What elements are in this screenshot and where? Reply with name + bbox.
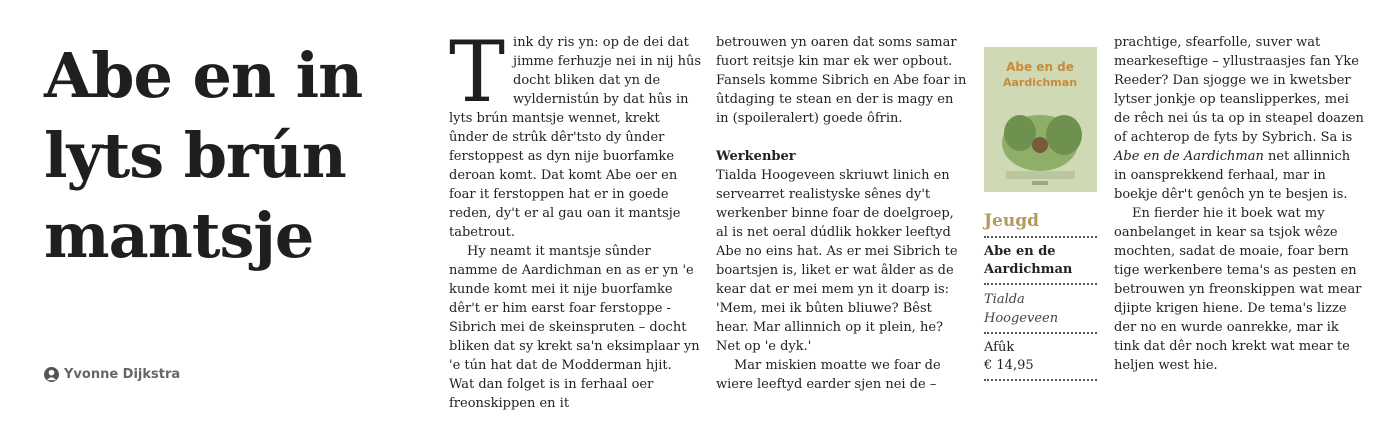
genre-label: Jeugd bbox=[984, 211, 1039, 231]
dotted-divider bbox=[984, 332, 1097, 334]
headline bbox=[44, 36, 424, 276]
headline-line-1: Abe en in bbox=[44, 39, 363, 112]
book-title-emphasis: Abe en de Aardichman bbox=[1114, 149, 1264, 164]
headline-line-3: mantsje bbox=[44, 199, 314, 272]
dotted-divider bbox=[984, 236, 1097, 238]
cover-title-line-2: Aardichman bbox=[1002, 76, 1078, 89]
subheading: Werkenber bbox=[716, 149, 796, 164]
paragraph: Mar miskien moatte we foar de wiere leeftyd earder sjen nei de – bbox=[716, 358, 941, 392]
byline bbox=[44, 367, 180, 382]
drop-cap: T bbox=[449, 23, 506, 121]
publisher: Afûk bbox=[984, 340, 1015, 355]
book-info-box bbox=[984, 47, 1097, 386]
article-column-1 bbox=[449, 23, 701, 413]
headline-line-2: lyts brún bbox=[44, 119, 346, 192]
paragraph: prachtige, sfearfolle, suver wat mearkeseftige – yllustraasjes fan Yke Reeder? Dan sjogge we in kwetsber lytser jonkje op teanslipperkes, mei de rêch nei ús ta op in steapel doazen of achterop de fyts by Sybrich. Sa is Abe en de Aardichman net allinnich in oansprekkend ferhaal, mar in boekje dêr't genôch yn te besjen is. bbox=[1114, 35, 1364, 202]
dotted-divider bbox=[984, 283, 1097, 285]
book-cover-image bbox=[984, 47, 1097, 192]
book-author: Tialda Hoogeveen bbox=[984, 292, 1059, 326]
article-column-2 bbox=[716, 33, 968, 394]
paragraph: En fierder hie it boek wat my oanbelanget in kear sa tsjok wêze mochten, sadat de moaie, foar bern tige werkenbere tema's as pesten en betrouwen yn freonskippen wat mear djipte krigen hiene. De tema's lizze der no en wurde oanrekke, mar ik tink dat dêr noch krekt wat mear te heljen west hie. bbox=[1114, 206, 1362, 373]
book-title: Abe en de Aardichman bbox=[984, 244, 1073, 277]
byline-author: Yvonne Dijkstra bbox=[64, 367, 181, 382]
cover-title-line-1: Abe en de bbox=[1006, 60, 1074, 74]
dotted-divider bbox=[984, 379, 1097, 381]
person-icon bbox=[44, 367, 59, 382]
paragraph: betrouwen yn oaren dat soms samar fuort reitsje kin mar ek wer opbout. Fansels komme Sibrich en Abe foar in ûtdaging te stean en der is magy en in (spoileralert) goede ôfrin. bbox=[716, 35, 967, 126]
paragraph: Hy neamt it mantsje sûnder namme de Aardichman en as er yn 'e kunde komt mei it nije buorfamke dêr't er him earst foar ferstoppe - Sibrich mei de skeinspruten – docht bliken dat sy krekt sa'n eksimplaar yn 'e tún hat dat de Modderman hjit. Wat dan folget is in ferhaal oer freonskippen en it bbox=[449, 244, 700, 411]
price: € 14,95 bbox=[984, 358, 1034, 373]
paragraph: Tink dy ris yn: op de dei dat jimme ferhuzje nei in nij hûs docht bliken dat yn de wyldernistún by dat hûs in lyts brún mantsje wennet, krekt ûnder de strûk dêr'tsto dy ûnder ferstoppest as dyn nije buorfamke deroan komt. Dat komt Abe oer en foar it ferstoppen hat er in goede reden, dy't er al gau oan it mantsje tabetrout. bbox=[449, 23, 701, 240]
article-column-4 bbox=[1114, 33, 1364, 375]
paragraph: Tialda Hoogeveen skriuwt linich en servearret realistyske sênes dy't werkenber binne foar de doelgroep, al is net oeral dúdlik hokker leeftyd Abe no eins hat. As er mei Sibrich te boartsjen is, liket er wat âlder as de kear dat er mei mem yn it doarp is: 'Mem, mei ik bûten bliuwe? Bêst hear. Mar allinnich op it plein, he? Net op 'e dyk.' bbox=[716, 168, 958, 354]
